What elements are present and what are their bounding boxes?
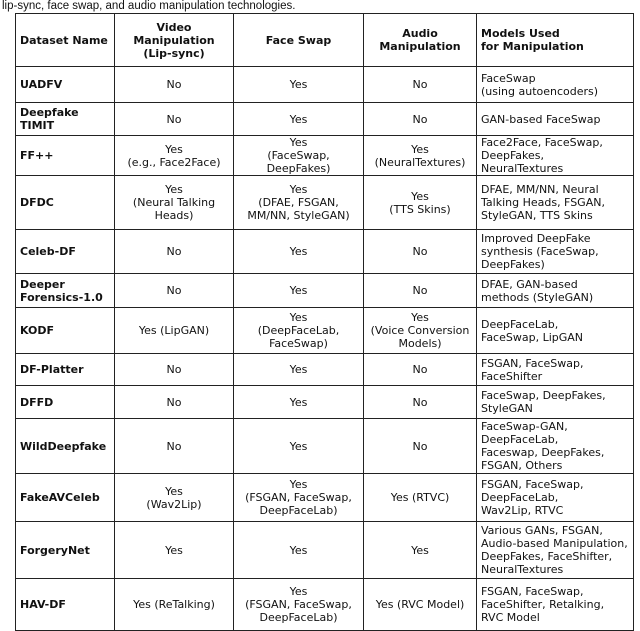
cell-face-swap: Yes <box>234 67 364 103</box>
cell-audio-manipulation: Yes (Voice Conversion Models) <box>364 308 477 354</box>
cell-face-swap: Yes <box>234 419 364 474</box>
cell-video-manipulation: No <box>115 103 234 136</box>
cell-audio-manipulation: Yes (TTS Skins) <box>364 176 477 230</box>
cell-video-manipulation: No <box>115 67 234 103</box>
header-video-manipulation: Video Manipulation (Lip-sync) <box>115 14 234 67</box>
cell-models-used: Face2Face, FaceSwap, DeepFakes, NeuralTextures <box>477 136 634 176</box>
cell-video-manipulation: No <box>115 419 234 474</box>
cell-video-manipulation: No <box>115 354 234 386</box>
header-audio-manipulation: Audio Manipulation <box>364 14 477 67</box>
cell-video-manipulation: Yes (Wav2Lip) <box>115 474 234 522</box>
table-row <box>16 67 634 103</box>
cell-models-used: DFAE, GAN-based methods (StyleGAN) <box>477 274 634 308</box>
header-dataset-name: Dataset Name <box>16 14 115 67</box>
cell-face-swap: Yes (FSGAN, FaceSwap, DeepFaceLab) <box>234 579 364 631</box>
cell-dataset-name: UADFV <box>16 67 115 103</box>
cell-face-swap: Yes <box>234 522 364 579</box>
table-row <box>16 354 634 386</box>
cell-models-used: Improved DeepFake synthesis (FaceSwap, DeepFakes) <box>477 230 634 274</box>
cell-models-used: FSGAN, FaceSwap, FaceShifter, Retalking, RVC Model <box>477 579 634 631</box>
table-row <box>16 579 634 631</box>
cell-dataset-name: FakeAVCeleb <box>16 474 115 522</box>
cell-models-used: FaceSwap, DeepFakes, StyleGAN <box>477 386 634 419</box>
cell-models-used: Various GANs, FSGAN, Audio-based Manipulation, DeepFakes, FaceShifter, NeuralTextures <box>477 522 634 579</box>
table-row <box>16 176 634 230</box>
cell-dataset-name: ForgeryNet <box>16 522 115 579</box>
dataset-comparison-table <box>15 13 634 631</box>
cell-dataset-name: DFFD <box>16 386 115 419</box>
header-models-used: Models Used for Manipulation <box>477 14 634 67</box>
table-caption: lip-sync, face swap, and audio manipulation technologies. <box>2 0 296 12</box>
cell-face-swap: Yes <box>234 103 364 136</box>
table-row <box>16 136 634 176</box>
cell-models-used: FSGAN, FaceSwap, DeepFaceLab, Wav2Lip, RTVC <box>477 474 634 522</box>
table-row <box>16 230 634 274</box>
cell-video-manipulation: Yes (Neural Talking Heads) <box>115 176 234 230</box>
cell-face-swap: Yes <box>234 274 364 308</box>
cell-dataset-name: Celeb-DF <box>16 230 115 274</box>
cell-audio-manipulation: No <box>364 103 477 136</box>
cell-audio-manipulation: No <box>364 354 477 386</box>
cell-dataset-name: Deepfake TIMIT <box>16 103 115 136</box>
cell-dataset-name: HAV-DF <box>16 579 115 631</box>
cell-models-used: DFAE, MM/NN, Neural Talking Heads, FSGAN, StyleGAN, TTS Skins <box>477 176 634 230</box>
cell-face-swap: Yes (DFAE, FSGAN, MM/NN, StyleGAN) <box>234 176 364 230</box>
table-row <box>16 386 634 419</box>
cell-video-manipulation: Yes (ReTalking) <box>115 579 234 631</box>
cell-audio-manipulation: Yes <box>364 522 477 579</box>
table-row <box>16 522 634 579</box>
cell-video-manipulation: No <box>115 386 234 419</box>
cell-models-used: FaceSwap-GAN, DeepFaceLab, Faceswap, DeepFakes, FSGAN, Others <box>477 419 634 474</box>
table-row <box>16 308 634 354</box>
cell-models-used: DeepFaceLab, FaceSwap, LipGAN <box>477 308 634 354</box>
cell-audio-manipulation: Yes (RVC Model) <box>364 579 477 631</box>
cell-audio-manipulation: No <box>364 274 477 308</box>
cell-audio-manipulation: No <box>364 67 477 103</box>
cell-dataset-name: FF++ <box>16 136 115 176</box>
cell-face-swap: Yes <box>234 386 364 419</box>
cell-video-manipulation: Yes (e.g., Face2Face) <box>115 136 234 176</box>
cell-face-swap: Yes (DeepFaceLab, FaceSwap) <box>234 308 364 354</box>
cell-audio-manipulation: No <box>364 386 477 419</box>
cell-face-swap: Yes (FSGAN, FaceSwap, DeepFaceLab) <box>234 474 364 522</box>
table-row <box>16 419 634 474</box>
table-header-row <box>16 14 634 67</box>
cell-face-swap: Yes <box>234 354 364 386</box>
cell-video-manipulation: Yes <box>115 522 234 579</box>
table-row <box>16 103 634 136</box>
cell-video-manipulation: No <box>115 230 234 274</box>
cell-dataset-name: DFDC <box>16 176 115 230</box>
cell-dataset-name: DF-Platter <box>16 354 115 386</box>
cell-dataset-name: WildDeepfake <box>16 419 115 474</box>
cell-models-used: FaceSwap (using autoencoders) <box>477 67 634 103</box>
cell-video-manipulation: No <box>115 274 234 308</box>
header-face-swap: Face Swap <box>234 14 364 67</box>
cell-face-swap: Yes (FaceSwap, DeepFakes) <box>234 136 364 176</box>
table-row <box>16 474 634 522</box>
cell-dataset-name: Deeper Forensics-1.0 <box>16 274 115 308</box>
table-row <box>16 274 634 308</box>
cell-video-manipulation: Yes (LipGAN) <box>115 308 234 354</box>
cell-models-used: GAN-based FaceSwap <box>477 103 634 136</box>
cell-face-swap: Yes <box>234 230 364 274</box>
cell-models-used: FSGAN, FaceSwap, FaceShifter <box>477 354 634 386</box>
cell-audio-manipulation: No <box>364 419 477 474</box>
cell-dataset-name: KODF <box>16 308 115 354</box>
cell-audio-manipulation: No <box>364 230 477 274</box>
cell-audio-manipulation: Yes (NeuralTextures) <box>364 136 477 176</box>
cell-audio-manipulation: Yes (RTVC) <box>364 474 477 522</box>
